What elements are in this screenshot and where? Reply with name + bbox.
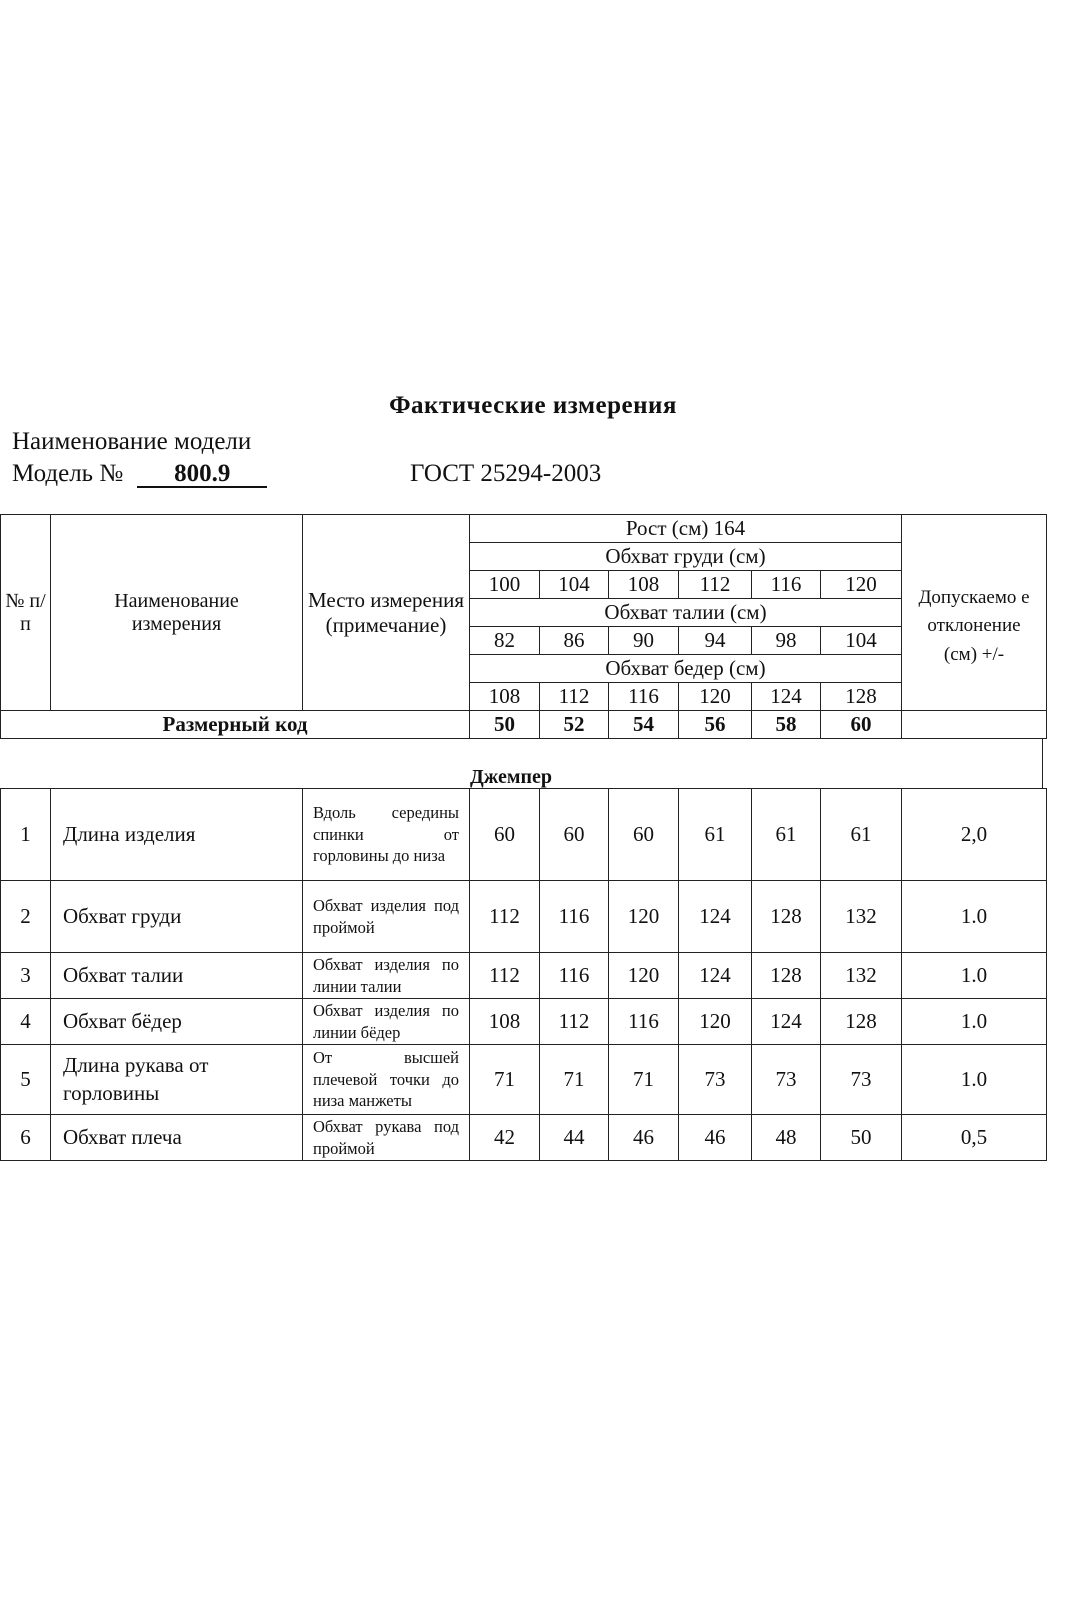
- row-value: 61: [752, 789, 821, 881]
- table-row: [1, 999, 1047, 1045]
- waist-value: 104: [821, 627, 902, 655]
- row-value: 132: [821, 881, 902, 953]
- row-num: 2: [1, 881, 51, 953]
- chest-value: 112: [679, 571, 752, 599]
- row-value: 60: [540, 789, 609, 881]
- size-code-label: Размерный код: [1, 711, 470, 739]
- row-value: 48: [752, 1115, 821, 1161]
- row-place: Вдоль середины спинки от горловины до низа: [303, 789, 470, 881]
- row-value: 128: [752, 881, 821, 953]
- waist-value: 82: [470, 627, 540, 655]
- row-num: 3: [1, 953, 51, 999]
- row-place: Обхват изделия по линии бёдер: [303, 999, 470, 1045]
- row-tolerance: 1.0: [902, 1045, 1047, 1115]
- waist-value: 90: [609, 627, 679, 655]
- hips-value: 108: [470, 683, 540, 711]
- row-value: 116: [540, 953, 609, 999]
- row-value: 46: [609, 1115, 679, 1161]
- row-value: 112: [470, 881, 540, 953]
- waist-value: 94: [679, 627, 752, 655]
- row-num: 4: [1, 999, 51, 1045]
- header-place: Место измерения (примечание): [303, 515, 470, 711]
- row-value: 42: [470, 1115, 540, 1161]
- waist-value: 98: [752, 627, 821, 655]
- table-row: [1, 881, 1047, 953]
- row-value: 120: [679, 999, 752, 1045]
- row-name: Длина изделия: [51, 789, 303, 881]
- row-value: 71: [540, 1045, 609, 1115]
- size-code: 50: [470, 711, 540, 739]
- row-value: 124: [679, 881, 752, 953]
- row-num: 1: [1, 789, 51, 881]
- row-num: 5: [1, 1045, 51, 1115]
- row-value: 116: [609, 999, 679, 1045]
- header-table: [0, 514, 1047, 739]
- header-num: № п/ п: [1, 515, 51, 711]
- row-name: Обхват груди: [51, 881, 303, 953]
- hips-value: 128: [821, 683, 902, 711]
- header-tolerance: Допускаемо е отклонение (см) +/-: [902, 543, 1047, 711]
- size-code: 60: [821, 711, 902, 739]
- row-value: 116: [540, 881, 609, 953]
- row-value: 73: [821, 1045, 902, 1115]
- gost-standard: ГОСТ 25294-2003: [410, 460, 602, 487]
- row-value: 128: [821, 999, 902, 1045]
- row-name: Обхват талии: [51, 953, 303, 999]
- table-row: [1, 1045, 1047, 1115]
- row-value: 132: [821, 953, 902, 999]
- hips-value: 116: [609, 683, 679, 711]
- table-row: [1, 789, 1047, 881]
- document-title: Фактические измерения: [389, 392, 677, 419]
- row-value: 60: [470, 789, 540, 881]
- chest-value: 104: [540, 571, 609, 599]
- row-value: 71: [470, 1045, 540, 1115]
- chest-value: 108: [609, 571, 679, 599]
- header-height: Рост (см) 164: [470, 515, 902, 543]
- row-value: 61: [821, 789, 902, 881]
- size-code-row: [1, 711, 1047, 739]
- row-value: 120: [609, 881, 679, 953]
- row-name: Обхват плеча: [51, 1115, 303, 1161]
- table-row: [1, 953, 1047, 999]
- row-value: 44: [540, 1115, 609, 1161]
- row-value: 73: [752, 1045, 821, 1115]
- model-number-line: [12, 460, 1012, 488]
- table-row: [1, 1115, 1047, 1161]
- header-waist-label: Обхват талии (см): [470, 599, 902, 627]
- waist-value: 86: [540, 627, 609, 655]
- header-name: Наименование измерения: [51, 515, 303, 711]
- chest-value: 116: [752, 571, 821, 599]
- row-value: 124: [679, 953, 752, 999]
- row-value: 71: [609, 1045, 679, 1115]
- row-num: 6: [1, 1115, 51, 1161]
- section-label: Джемпер: [470, 766, 553, 788]
- row-value: 112: [540, 999, 609, 1045]
- row-place: От высшей плечевой точки до низа манжеты: [303, 1045, 470, 1115]
- size-code: 52: [540, 711, 609, 739]
- size-code: 56: [679, 711, 752, 739]
- row-tolerance: 1.0: [902, 999, 1047, 1045]
- row-tolerance: 2,0: [902, 789, 1047, 881]
- row-place: Обхват рукава под проймой: [303, 1115, 470, 1161]
- chest-value: 120: [821, 571, 902, 599]
- row-name: Длина рукава от горловины: [51, 1045, 303, 1115]
- row-name: Обхват бёдер: [51, 999, 303, 1045]
- row-value: 112: [470, 953, 540, 999]
- row-place: Обхват изделия под проймой: [303, 881, 470, 953]
- row-tolerance: 1.0: [902, 881, 1047, 953]
- header-chest-label: Обхват груди (см): [470, 543, 902, 571]
- size-code: 54: [609, 711, 679, 739]
- size-code: 58: [752, 711, 821, 739]
- model-no-label: Модель №: [12, 460, 124, 487]
- model-name-label: Наименование модели: [12, 428, 252, 455]
- row-value: 120: [609, 953, 679, 999]
- header-hips-label: Обхват бедер (см): [470, 655, 902, 683]
- row-tolerance: 0,5: [902, 1115, 1047, 1161]
- row-value: 73: [679, 1045, 752, 1115]
- row-value: 50: [821, 1115, 902, 1161]
- row-place: Обхват изделия по линии талии: [303, 953, 470, 999]
- row-value: 46: [679, 1115, 752, 1161]
- hips-value: 120: [679, 683, 752, 711]
- model-number: 800.9: [137, 462, 267, 488]
- row-value: 61: [679, 789, 752, 881]
- row-value: 60: [609, 789, 679, 881]
- row-tolerance: 1.0: [902, 953, 1047, 999]
- row-value: 124: [752, 999, 821, 1045]
- hips-value: 112: [540, 683, 609, 711]
- hips-value: 124: [752, 683, 821, 711]
- measurements-table: [0, 788, 1047, 1161]
- chest-value: 100: [470, 571, 540, 599]
- row-value: 108: [470, 999, 540, 1045]
- row-value: 128: [752, 953, 821, 999]
